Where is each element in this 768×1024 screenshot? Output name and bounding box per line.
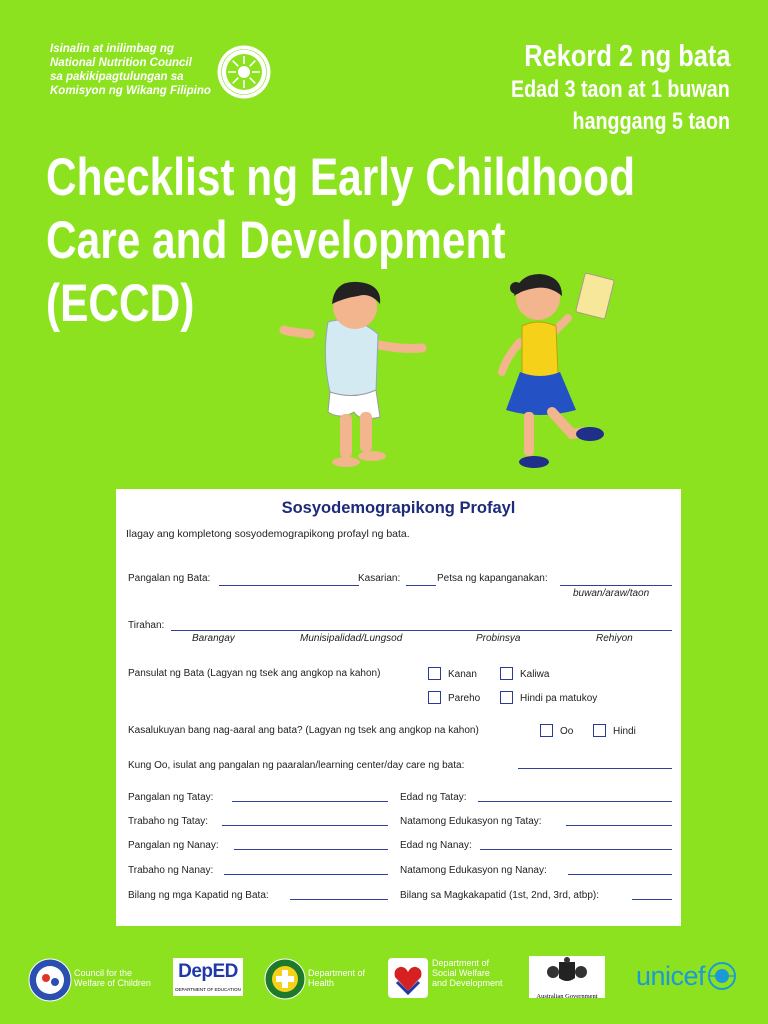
australian-government-logo xyxy=(529,956,605,998)
age-range-line1: Edad 3 taon at 1 buwan xyxy=(511,76,730,103)
mother-job-field[interactable] xyxy=(224,874,388,875)
school-yes-checkbox[interactable] xyxy=(540,724,553,737)
form-title: Sosyodemograpikong Profayl xyxy=(281,499,516,517)
sex-field[interactable] xyxy=(406,585,436,586)
publisher-line: sa pakikipagtulungan sa xyxy=(50,71,184,83)
doh-name: Department of Health xyxy=(308,968,366,988)
mother-name-field[interactable] xyxy=(234,849,388,850)
publisher-credit xyxy=(50,42,225,98)
father-age-label: Edad ng Tatay: xyxy=(400,792,467,803)
age-range-line2: hanggang 5 taon xyxy=(572,108,730,135)
mother-name-label: Pangalan ng Nanay: xyxy=(128,840,219,851)
ausgov-wordmark: Australian Government xyxy=(536,993,598,1000)
form-instruction: Ilagay ang kompletong sosyodemograpikong profayl ng bata. xyxy=(126,528,410,540)
school-yes-label: Oo xyxy=(560,726,574,737)
sex-label: Kasarian: xyxy=(358,573,401,584)
handedness-right-checkbox[interactable] xyxy=(428,667,441,680)
address-province-hint: Probinsya xyxy=(476,633,521,644)
mother-age-label: Edad ng Nanay: xyxy=(400,840,472,851)
girl-figure xyxy=(502,273,614,468)
address-barangay-hint: Barangay xyxy=(192,633,235,644)
page-title: Care and Development xyxy=(46,211,506,270)
school-no-checkbox[interactable] xyxy=(593,724,606,737)
birthdate-field[interactable] xyxy=(560,585,672,586)
child-name-field[interactable] xyxy=(219,585,359,586)
school-name-field[interactable] xyxy=(518,768,672,769)
school-no-label: Hindi xyxy=(613,726,636,737)
publisher-line: National Nutrition Council xyxy=(50,57,192,69)
doh-seal-logo xyxy=(264,958,306,1000)
father-education-field[interactable] xyxy=(566,825,672,826)
father-education-label: Natamong Edukasyon ng Tatay: xyxy=(400,816,542,827)
boy-figure xyxy=(284,282,422,467)
father-job-label: Trabaho ng Tatay: xyxy=(128,816,209,827)
birthdate-label: Petsa ng kapanganakan: xyxy=(437,573,548,584)
father-name-label: Pangalan ng Tatay: xyxy=(128,792,214,803)
handedness-unknown-label: Hindi pa matukoy xyxy=(520,693,598,704)
address-region-hint: Rehiyon xyxy=(596,633,633,644)
handedness-both-label: Pareho xyxy=(448,693,481,704)
handedness-left-label: Kaliwa xyxy=(520,669,550,680)
birth-order-field[interactable] xyxy=(632,899,672,900)
unicef-wordmark: unicef xyxy=(636,960,706,991)
mother-education-label: Natamong Edukasyon ng Nanay: xyxy=(400,865,547,876)
record-label: Rekord 2 ng bata xyxy=(523,38,730,73)
handedness-unknown-checkbox[interactable] xyxy=(500,691,513,704)
birthdate-format-hint: buwan/araw/taon xyxy=(573,588,650,599)
handedness-right-label: Kanan xyxy=(448,669,477,680)
deped-logo xyxy=(173,958,243,996)
sociodemographic-form xyxy=(116,489,681,926)
unicef-globe-icon xyxy=(707,961,737,991)
deped-subtitle: DEPARTMENT OF EDUCATION xyxy=(175,987,241,992)
birth-order-label: Bilang sa Magkakapatid (1st, 2nd, 3rd, atbp): xyxy=(400,890,600,901)
coat-of-arms-icon xyxy=(529,956,605,988)
cwc-name: Council for the Welfare of Children xyxy=(74,968,151,988)
siblings-label: Bilang ng mga Kapatid ng Bata: xyxy=(128,890,269,901)
school-name-label: Kung Oo, isulat ang pangalan ng paaralan/learning center/day care ng bata: xyxy=(128,760,465,771)
father-job-field[interactable] xyxy=(222,825,388,826)
mother-job-label: Trabaho ng Nanay: xyxy=(128,865,214,876)
father-age-field[interactable] xyxy=(478,801,672,802)
address-municipality-hint: Munisipalidad/Lungsod xyxy=(300,633,403,644)
publisher-line: Isinalin at inilimbag ng xyxy=(50,43,174,55)
child-name-label: Pangalan ng Bata: xyxy=(128,573,211,584)
father-name-field[interactable] xyxy=(232,801,388,802)
dswd-name: Department of Social Welfare and Development xyxy=(432,958,503,988)
page-title: Checklist ng Early Childhood xyxy=(46,148,635,207)
handedness-both-checkbox[interactable] xyxy=(428,691,441,704)
dswd-logo xyxy=(388,958,428,998)
unicef-logo xyxy=(636,958,737,994)
deped-wordmark: DepED xyxy=(178,961,238,982)
school-question: Kasalukuyan bang nag-aaral ang bata? (Lagyan ng tsek ang angkop na kahon) xyxy=(128,725,479,736)
cwc-logo xyxy=(28,958,72,1002)
children-illustration xyxy=(270,262,630,484)
nnc-seal-logo xyxy=(216,44,272,100)
siblings-field[interactable] xyxy=(290,899,388,900)
mother-education-field[interactable] xyxy=(568,874,672,875)
address-field[interactable] xyxy=(171,630,672,631)
mother-age-field[interactable] xyxy=(480,849,672,850)
publisher-line: Komisyon ng Wikang Filipino xyxy=(50,85,211,97)
page-title: (ECCD) xyxy=(46,274,195,333)
handedness-left-checkbox[interactable] xyxy=(500,667,513,680)
address-label: Tirahan: xyxy=(128,620,165,631)
handedness-question: Pansulat ng Bata (Lagyan ng tsek ang angkop na kahon) xyxy=(128,668,381,679)
